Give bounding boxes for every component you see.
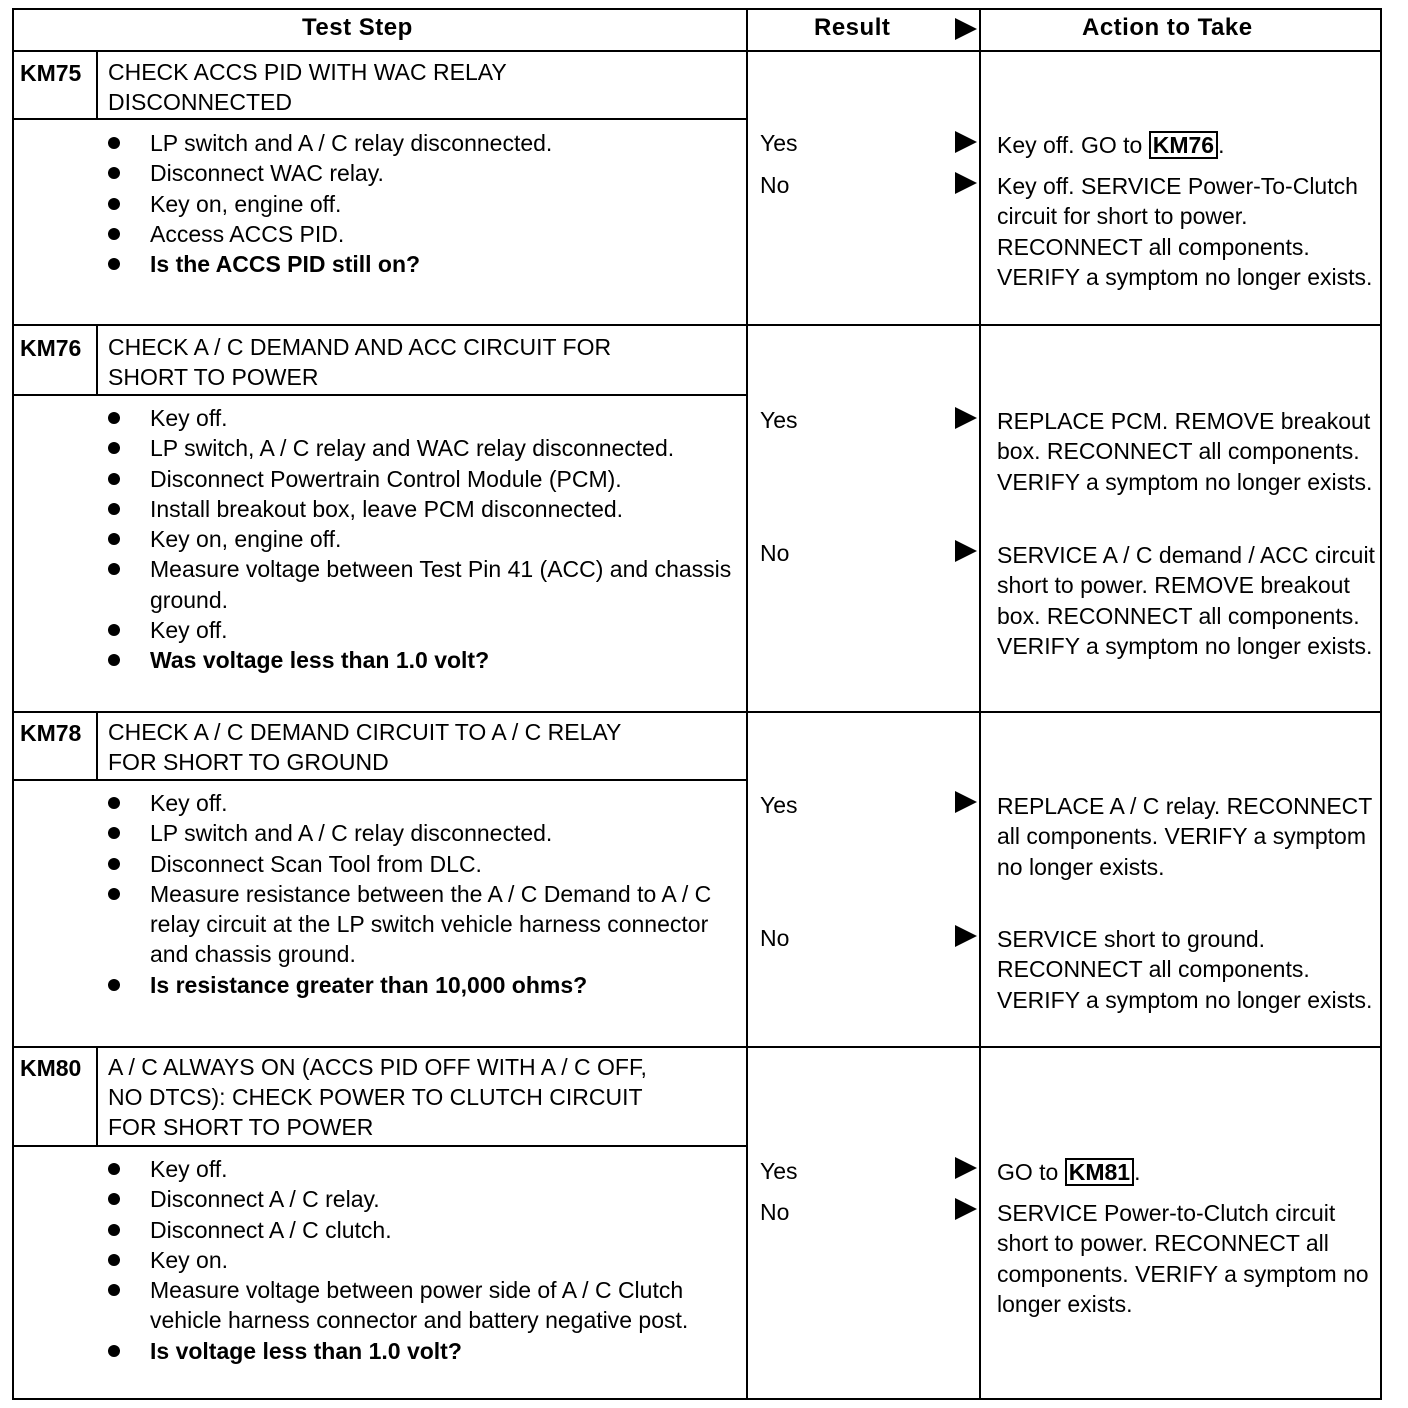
step-id: KM80 bbox=[20, 1055, 82, 1081]
result-arrow-icon bbox=[955, 172, 977, 194]
bullet-item: Disconnect WAC relay. bbox=[108, 158, 738, 188]
id-divider bbox=[96, 52, 98, 118]
result-arrow-icon bbox=[955, 540, 977, 562]
bullet-dot-icon bbox=[108, 1345, 120, 1357]
title-separator bbox=[12, 118, 746, 120]
result-arrow-icon bbox=[955, 791, 977, 813]
bullet-item: Disconnect A / C clutch. bbox=[108, 1215, 738, 1245]
step-title: CHECK ACCS PID WITH WAC RELAY DISCONNECTED bbox=[108, 59, 507, 115]
bullet-item: LP switch and A / C relay disconnected. bbox=[108, 128, 738, 158]
bullet-item: Key on. bbox=[108, 1245, 738, 1275]
row-separator bbox=[12, 324, 1382, 326]
action-text: GO to KM81 . bbox=[997, 1159, 1141, 1185]
id-divider bbox=[96, 1048, 98, 1145]
action-text: REPLACE PCM. REMOVE breakout box. RECONNECT all components. VERIFY a symptom no longer exists. bbox=[997, 408, 1373, 495]
bullet-dot-icon bbox=[108, 258, 120, 270]
result-yes: Yes bbox=[760, 1158, 798, 1184]
bullet-dot-icon bbox=[108, 1224, 120, 1236]
row-separator bbox=[12, 711, 1382, 713]
bullet-dot-icon bbox=[108, 563, 120, 575]
bullet-item: Key off. bbox=[108, 1154, 738, 1184]
bullet-dot-icon bbox=[108, 412, 120, 424]
bullet-dot-icon bbox=[108, 473, 120, 485]
bullet-dot-icon bbox=[108, 624, 120, 636]
result-no: No bbox=[760, 1199, 790, 1225]
bullet-item: Measure voltage between Test Pin 41 (ACC) and chassis ground. bbox=[108, 554, 738, 615]
bullet-dot-icon bbox=[108, 137, 120, 149]
bullet-dot-icon bbox=[108, 1163, 120, 1175]
title-separator bbox=[12, 394, 746, 396]
bullet-dot-icon bbox=[108, 198, 120, 210]
result-arrow-icon bbox=[955, 1157, 977, 1179]
bullet-dot-icon bbox=[108, 827, 120, 839]
bullet-dot-icon bbox=[108, 654, 120, 666]
title-separator bbox=[12, 779, 746, 781]
action-text: SERVICE short to ground. RECONNECT all components. VERIFY a symptom no longer exists. bbox=[997, 926, 1373, 1013]
bullet-question: Is voltage less than 1.0 volt? bbox=[108, 1336, 738, 1366]
step-bullets bbox=[108, 788, 738, 1000]
action-text: Key off. GO to KM76 . bbox=[997, 132, 1225, 158]
result-no: No bbox=[760, 925, 790, 951]
action-text: REPLACE A / C relay. RECONNECT all components. VERIFY a symptom no longer exists. bbox=[997, 793, 1372, 880]
result-yes: Yes bbox=[760, 407, 798, 433]
col-divider-result bbox=[746, 8, 748, 1400]
bullet-item: Key on, engine off. bbox=[108, 524, 738, 554]
bullet-question: Was voltage less than 1.0 volt? bbox=[108, 645, 738, 675]
bullet-dot-icon bbox=[108, 1284, 120, 1296]
step-reference: KM81 bbox=[1065, 1158, 1134, 1186]
header-result: Result bbox=[814, 14, 891, 41]
bullet-dot-icon bbox=[108, 858, 120, 870]
bullet-item: LP switch, A / C relay and WAC relay disconnected. bbox=[108, 433, 738, 463]
bullet-dot-icon bbox=[108, 533, 120, 545]
row-separator bbox=[12, 1046, 1382, 1048]
result-no: No bbox=[760, 172, 790, 198]
action-text: Key off. SERVICE Power-To-Clutch circuit for short to power. RECONNECT all components. VERIFY a symptom no longer exists. bbox=[997, 173, 1373, 290]
bullet-dot-icon bbox=[108, 503, 120, 515]
step-title: CHECK A / C DEMAND AND ACC CIRCUIT FOR SHORT TO POWER bbox=[108, 334, 612, 390]
result-arrow-icon bbox=[955, 1198, 977, 1220]
step-title: CHECK A / C DEMAND CIRCUIT TO A / C RELAY FOR SHORT TO GROUND bbox=[108, 719, 622, 775]
step-id: KM78 bbox=[20, 720, 82, 746]
bullet-dot-icon bbox=[108, 888, 120, 900]
result-arrow-icon bbox=[955, 925, 977, 947]
bullet-item: LP switch and A / C relay disconnected. bbox=[108, 818, 738, 848]
bullet-dot-icon bbox=[108, 228, 120, 240]
bullet-question: Is the ACCS PID still on? bbox=[108, 249, 738, 279]
step-id: KM76 bbox=[20, 335, 82, 361]
bullet-dot-icon bbox=[108, 1254, 120, 1266]
header-action: Action to Take bbox=[1082, 14, 1253, 41]
step-bullets bbox=[108, 128, 738, 279]
result-no: No bbox=[760, 540, 790, 566]
action-text: SERVICE Power-to-Clutch circuit short to power. RECONNECT all components. VERIFY a symptom no longer exists. bbox=[997, 1200, 1369, 1317]
step-title: A / C ALWAYS ON (ACCS PID OFF WITH A / C OFF, NO DTCS): CHECK POWER TO CLUTCH CIRCUIT FOR SHORT TO POWER bbox=[108, 1054, 647, 1140]
step-bullets bbox=[108, 403, 738, 676]
header-underline bbox=[12, 50, 1382, 52]
title-separator bbox=[12, 1145, 746, 1147]
result-arrow-icon bbox=[955, 407, 977, 429]
step-bullets bbox=[108, 1154, 738, 1366]
bullet-item: Measure resistance between the A / C Demand to A / C relay circuit at the LP switch vehicle harness connector and chassis ground. bbox=[108, 879, 738, 970]
bullet-item: Access ACCS PID. bbox=[108, 219, 738, 249]
result-yes: Yes bbox=[760, 130, 798, 156]
step-reference: KM76 bbox=[1149, 131, 1218, 159]
bullet-item: Install breakout box, leave PCM disconnected. bbox=[108, 494, 738, 524]
header-test-step: Test Step bbox=[302, 14, 413, 41]
bullet-dot-icon bbox=[108, 797, 120, 809]
id-divider bbox=[96, 326, 98, 394]
bullet-dot-icon bbox=[108, 979, 120, 991]
bullet-item: Disconnect Scan Tool from DLC. bbox=[108, 849, 738, 879]
step-id: KM75 bbox=[20, 60, 82, 86]
bullet-item: Measure voltage between power side of A / C Clutch vehicle harness connector and battery negative post. bbox=[108, 1275, 738, 1336]
bullet-item: Key off. bbox=[108, 403, 738, 433]
bullet-item: Key off. bbox=[108, 615, 738, 645]
bullet-dot-icon bbox=[108, 442, 120, 454]
bullet-dot-icon bbox=[108, 1193, 120, 1205]
bullet-item: Disconnect Powertrain Control Module (PCM). bbox=[108, 464, 738, 494]
result-arrow-icon bbox=[955, 131, 977, 153]
bullet-dot-icon bbox=[108, 167, 120, 179]
col-divider-action bbox=[979, 8, 981, 1400]
action-text: SERVICE A / C demand / ACC circuit short to power. REMOVE breakout box. RECONNECT all components. VERIFY a symptom no longer exists. bbox=[997, 542, 1375, 659]
id-divider bbox=[96, 713, 98, 779]
bullet-item: Key off. bbox=[108, 788, 738, 818]
bullet-item: Key on, engine off. bbox=[108, 189, 738, 219]
bullet-question: Is resistance greater than 10,000 ohms? bbox=[108, 970, 738, 1000]
bullet-item: Disconnect A / C relay. bbox=[108, 1184, 738, 1214]
result-yes: Yes bbox=[760, 792, 798, 818]
header-arrow-icon bbox=[955, 18, 977, 40]
